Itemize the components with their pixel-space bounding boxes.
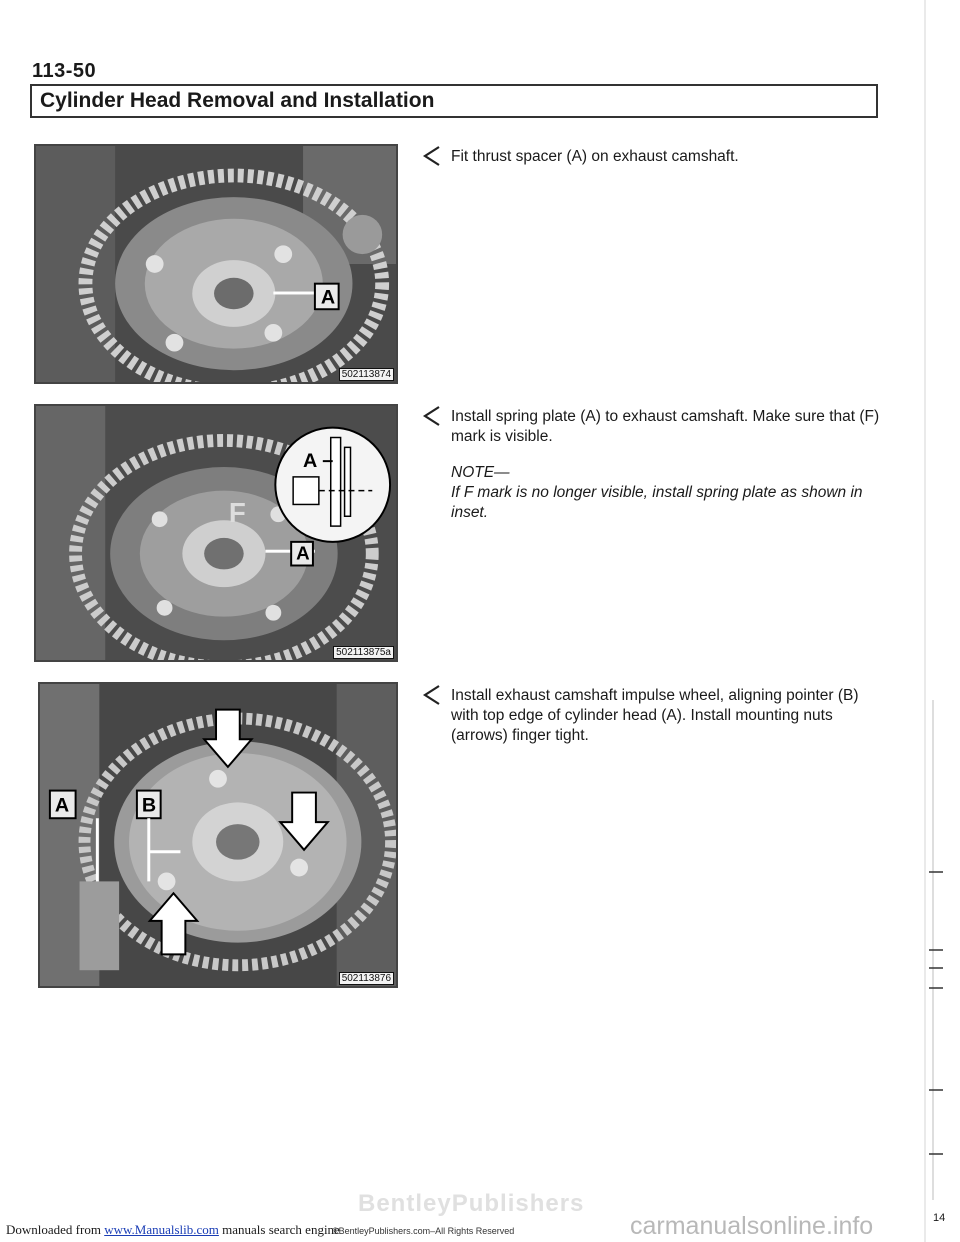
photo-code: 502113875a: [333, 646, 394, 659]
camshaft-sprocket-image: [36, 146, 396, 382]
step-1-text: Fit thrust spacer (A) on exhaust camshaft.: [451, 148, 739, 165]
page-number: 113-50: [32, 60, 97, 82]
copyright-text: ©BentleyPublishers.com–All Rights Reserved: [332, 1226, 515, 1236]
photo-thrust-spacer: [34, 144, 398, 384]
page-corner-number: 14: [933, 1212, 946, 1224]
site-watermark: carmanualsonline.info: [630, 1212, 874, 1240]
photo-spring-plate: [34, 404, 398, 662]
svg-text:A: A: [320, 286, 336, 309]
photo-code: 502113876: [339, 972, 394, 985]
download-prefix: Downloaded from: [6, 1222, 101, 1237]
step-2: [425, 407, 885, 523]
photo-code: 502113874: [339, 368, 394, 381]
svg-text:A: A: [54, 794, 70, 817]
step-pointer-icon: [421, 403, 443, 429]
step-3: [425, 686, 885, 746]
step-pointer-icon: [421, 682, 443, 708]
spring-plate-image: [36, 406, 396, 660]
section-header: [30, 84, 878, 118]
svg-text:B: B: [141, 794, 157, 817]
scan-margin-lines: [915, 0, 960, 1242]
svg-text:F: F: [228, 497, 246, 529]
note-body: If F mark is no longer visible, install spring plate as shown in inset.: [451, 484, 863, 521]
publisher-watermark: BentleyPublishers: [358, 1190, 585, 1217]
svg-text:A: A: [296, 542, 310, 564]
photo-impulse-wheel: [38, 682, 398, 988]
section-title: Cylinder Head Removal and Installation: [40, 89, 435, 112]
download-suffix: manuals search engine: [222, 1222, 340, 1237]
download-footer: [6, 1222, 340, 1238]
step-1: [425, 147, 885, 167]
manualslib-link[interactable]: www.Manualslib.com: [104, 1222, 219, 1237]
step-2-text: Install spring plate (A) to exhaust camshaft. Make sure that (F) mark is visible.: [451, 408, 880, 445]
step-pointer-icon: [421, 143, 443, 169]
impulse-wheel-image: [40, 684, 396, 986]
svg-text:A: A: [303, 450, 318, 473]
note-heading: NOTE—: [451, 464, 510, 481]
step-3-text: Install exhaust camshaft impulse wheel, aligning pointer (B) with top edge of cylinder head (A). Install mounting nuts (arrows) finger tight.: [451, 687, 859, 744]
